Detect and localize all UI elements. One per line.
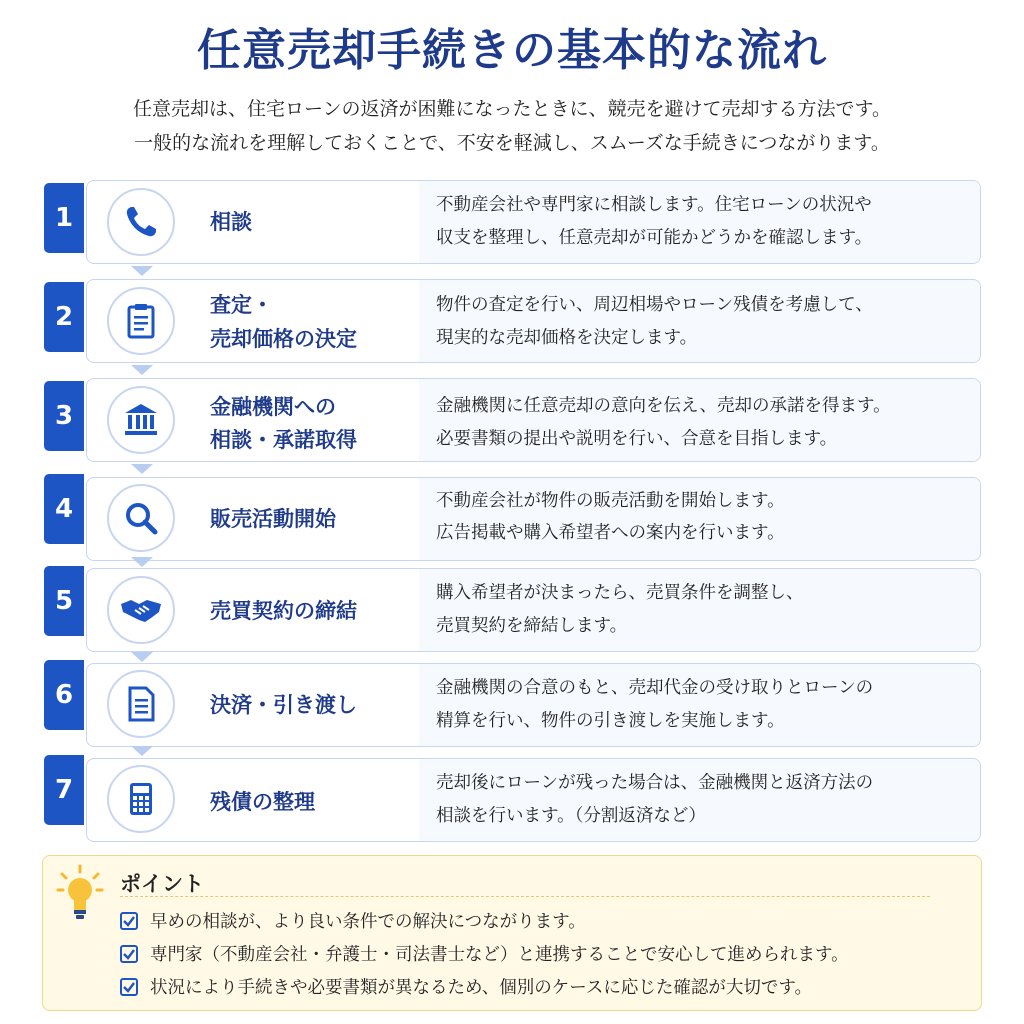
step-desc-5b: 売買契約を締結します。: [436, 616, 628, 636]
point-item-text-2: 専門家（不動産会社・弁護士・司法書士など）と連携することで安心して進められます。: [150, 945, 849, 965]
handshake-icon: [107, 576, 175, 644]
step-desc-6b: 精算を行い、物件の引き渡しを実施します。: [436, 711, 785, 731]
step-title-7: 残債の整理: [210, 790, 315, 814]
step-title-1: 相談: [210, 210, 252, 234]
step-desc-4a: 不動産会社が物件の販売活動を開始します。: [436, 491, 785, 511]
checkbox-icon: [120, 945, 138, 963]
step-desc-6a: 金融機関の合意のもと、売却代金の受け取りとローンの: [436, 678, 874, 698]
step-desc-4b: 広告掲載や購入希望者への案内を行います。: [436, 523, 785, 543]
point-title: ポイント: [120, 872, 204, 896]
step-number-7: 7: [44, 755, 84, 825]
checkbox-icon: [120, 912, 138, 930]
step-connector: [131, 746, 153, 756]
step-number-4: 4: [44, 474, 84, 544]
point-item-2: [120, 941, 849, 966]
step-connector: [131, 464, 153, 474]
step-desc-5a: 購入希望者が決まったら、売買条件を調整し、: [436, 583, 804, 603]
step-connector: [131, 365, 153, 375]
bank-icon: [107, 386, 175, 454]
step-title-6: 決済・引き渡し: [210, 693, 357, 717]
step-desc-3a: 金融機関に任意売却の意向を伝え、売却の承諾を得ます。: [436, 396, 891, 416]
step-desc-7a: 売却後にローンが残った場合は、金融機関と返済方法の: [436, 773, 874, 793]
calculator-icon: [107, 765, 175, 833]
step-desc-2a: 物件の査定を行い、周辺相場やローン残債を考慮して、: [436, 295, 873, 315]
step-title-4: 販売活動開始: [210, 507, 336, 531]
page-title: 任意売却手続きの基本的な流れ: [197, 25, 827, 76]
step-number-5: 5: [44, 566, 84, 636]
step-number-1: 1: [44, 183, 84, 253]
step-title-5: 売買契約の締結: [210, 599, 357, 623]
step-title-3a: 金融機関への: [210, 395, 336, 419]
step-connector: [131, 266, 153, 276]
step-number-2: 2: [44, 282, 84, 352]
point-item-3: [120, 974, 812, 999]
point-item-text-1: 早めの相談が、より良い条件での解決につながります。: [150, 912, 586, 932]
clipboard-icon: [107, 287, 175, 355]
step-desc-2b: 現実的な売却価格を決定します。: [436, 328, 698, 348]
step-title-2b: 売却価格の決定: [210, 327, 357, 351]
point-divider: [120, 896, 930, 897]
lightbulb-icon: [56, 864, 104, 928]
intro-line-1: 任意売却は、住宅ローンの返済が困難になったときに、競売を避けて売却する方法です。: [132, 98, 892, 120]
phone-icon: [107, 188, 175, 256]
step-connector: [131, 652, 153, 662]
point-item-1: [120, 908, 586, 933]
point-item-text-3: 状況により手続きや必要書類が異なるため、個別のケースに応じた確認が大切です。: [150, 978, 813, 998]
step-desc-7b: 相談を行います。（分割返済など）: [436, 806, 706, 826]
step-title-3b: 相談・承諾取得: [210, 428, 357, 452]
document-icon: [107, 670, 175, 738]
intro-line-2: 一般的な流れを理解しておくことで、不安を軽減し、スムーズな手続きにつながります。: [134, 132, 890, 154]
checkbox-icon: [120, 978, 138, 996]
step-desc-1a: 不動産会社や専門家に相談します。住宅ローンの状況や: [436, 195, 872, 215]
step-number-3: 3: [44, 381, 84, 451]
step-desc-3b: 必要書類の提出や説明を行い、合意を目指します。: [436, 429, 838, 449]
step-number-6: 6: [44, 660, 84, 730]
step-connector: [131, 557, 153, 567]
step-desc-1b: 収支を整理し、任意売却が可能かどうかを確認します。: [436, 228, 873, 248]
step-title-2a: 査定・: [210, 293, 273, 317]
magnifier-icon: [107, 484, 175, 552]
